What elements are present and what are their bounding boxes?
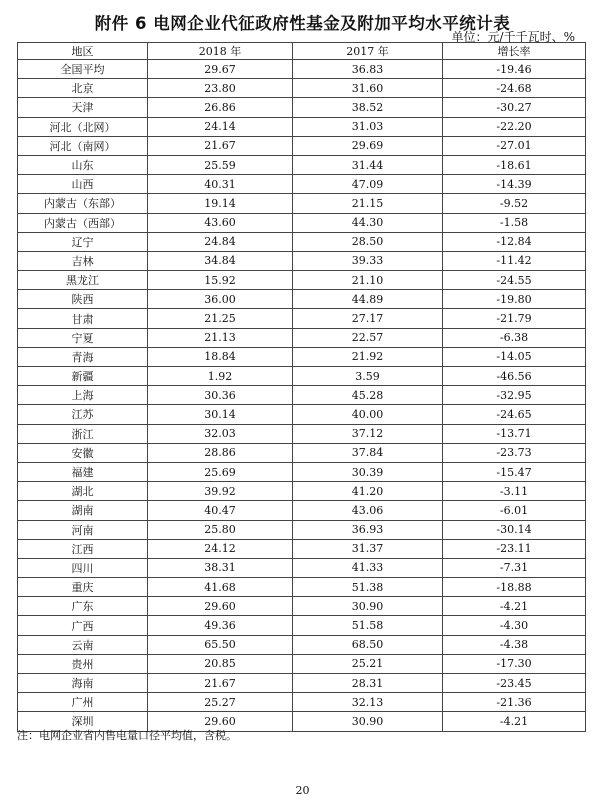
header-2017: 2017 年 <box>293 43 443 60</box>
table-row <box>18 79 586 98</box>
cell-2017: 3.59 <box>293 367 443 386</box>
cell-region: 海南 <box>18 674 148 693</box>
unit-label: 单位：元/千千瓦时、% <box>451 30 575 44</box>
cell-2018: 34.84 <box>148 251 293 270</box>
cell-growth-rate: -14.05 <box>443 347 586 366</box>
cell-2017: 21.10 <box>293 271 443 290</box>
cell-region: 河南 <box>18 520 148 539</box>
cell-2017: 47.09 <box>293 175 443 194</box>
cell-region: 江苏 <box>18 405 148 424</box>
cell-2018: 21.67 <box>148 674 293 693</box>
cell-growth-rate: -14.39 <box>443 175 586 194</box>
cell-2017: 41.20 <box>293 482 443 501</box>
cell-region: 全国平均 <box>18 60 148 79</box>
cell-growth-rate: -18.61 <box>443 155 586 174</box>
cell-region: 新疆 <box>18 367 148 386</box>
table-row <box>18 405 586 424</box>
cell-region: 广西 <box>18 616 148 635</box>
table-row <box>18 462 586 481</box>
cell-growth-rate: -23.45 <box>443 674 586 693</box>
cell-region: 河北（南网） <box>18 136 148 155</box>
cell-2017: 38.52 <box>293 98 443 117</box>
cell-2018: 32.03 <box>148 424 293 443</box>
cell-2018: 41.68 <box>148 578 293 597</box>
cell-region: 陕西 <box>18 290 148 309</box>
cell-2017: 21.15 <box>293 194 443 213</box>
cell-growth-rate: -19.80 <box>443 290 586 309</box>
cell-2017: 27.17 <box>293 309 443 328</box>
cell-2018: 25.27 <box>148 693 293 712</box>
cell-growth-rate: -24.68 <box>443 79 586 98</box>
cell-2017: 44.89 <box>293 290 443 309</box>
cell-2017: 32.13 <box>293 693 443 712</box>
cell-growth-rate: -27.01 <box>443 136 586 155</box>
cell-2018: 18.84 <box>148 347 293 366</box>
cell-2017: 40.00 <box>293 405 443 424</box>
header-growth-rate: 增长率 <box>443 43 586 60</box>
cell-2017: 29.69 <box>293 136 443 155</box>
cell-2017: 22.57 <box>293 328 443 347</box>
cell-2017: 51.38 <box>293 578 443 597</box>
table-row <box>18 290 586 309</box>
table-row <box>18 367 586 386</box>
cell-growth-rate: -21.79 <box>443 309 586 328</box>
cell-2018: 25.69 <box>148 462 293 481</box>
table-row <box>18 347 586 366</box>
table-row <box>18 309 586 328</box>
table-row <box>18 616 586 635</box>
cell-2018: 39.92 <box>148 482 293 501</box>
table-row <box>18 693 586 712</box>
cell-2018: 30.36 <box>148 386 293 405</box>
cell-2017: 36.93 <box>293 520 443 539</box>
table-row <box>18 558 586 577</box>
cell-growth-rate: -18.88 <box>443 578 586 597</box>
cell-growth-rate: -22.20 <box>443 117 586 136</box>
cell-region: 甘肃 <box>18 309 148 328</box>
cell-2017: 30.90 <box>293 597 443 616</box>
cell-region: 黑龙江 <box>18 271 148 290</box>
cell-growth-rate: -6.38 <box>443 328 586 347</box>
cell-growth-rate: -4.30 <box>443 616 586 635</box>
cell-2018: 40.47 <box>148 501 293 520</box>
cell-region: 福建 <box>18 462 148 481</box>
document-title: 附件 6 电网企业代征政府性基金及附加平均水平统计表 <box>94 14 511 33</box>
cell-2017: 44.30 <box>293 213 443 232</box>
header-2018: 2018 年 <box>148 43 293 60</box>
cell-growth-rate: -7.31 <box>443 558 586 577</box>
cell-2018: 49.36 <box>148 616 293 635</box>
cell-2018: 26.86 <box>148 98 293 117</box>
cell-2017: 51.58 <box>293 616 443 635</box>
cell-2018: 19.14 <box>148 194 293 213</box>
cell-growth-rate: -3.11 <box>443 482 586 501</box>
cell-2017: 68.50 <box>293 635 443 654</box>
table-row <box>18 520 586 539</box>
cell-2018: 43.60 <box>148 213 293 232</box>
cell-growth-rate: -15.47 <box>443 462 586 481</box>
cell-region: 江西 <box>18 539 148 558</box>
cell-growth-rate: -30.14 <box>443 520 586 539</box>
cell-growth-rate: -4.38 <box>443 635 586 654</box>
cell-region: 青海 <box>18 347 148 366</box>
cell-2017: 37.12 <box>293 424 443 443</box>
cell-2017: 28.31 <box>293 674 443 693</box>
table-row <box>18 539 586 558</box>
table-row <box>18 213 586 232</box>
cell-region: 上海 <box>18 386 148 405</box>
cell-2017: 43.06 <box>293 501 443 520</box>
cell-2018: 15.92 <box>148 271 293 290</box>
cell-growth-rate: -17.30 <box>443 654 586 673</box>
cell-2018: 65.50 <box>148 635 293 654</box>
header-row <box>18 43 586 60</box>
table-row <box>18 328 586 347</box>
cell-growth-rate: -1.58 <box>443 213 586 232</box>
cell-2017: 41.33 <box>293 558 443 577</box>
cell-2017: 31.44 <box>293 155 443 174</box>
table-row <box>18 251 586 270</box>
table-row <box>18 232 586 251</box>
header-region: 地区 <box>18 43 148 60</box>
cell-growth-rate: -13.71 <box>443 424 586 443</box>
cell-2017: 31.60 <box>293 79 443 98</box>
table-row <box>18 635 586 654</box>
cell-2018: 21.25 <box>148 309 293 328</box>
cell-region: 天津 <box>18 98 148 117</box>
table-row <box>18 155 586 174</box>
cell-region: 深圳 <box>18 712 148 731</box>
table-row <box>18 271 586 290</box>
cell-region: 山西 <box>18 175 148 194</box>
cell-2018: 29.60 <box>148 712 293 731</box>
cell-region: 辽宁 <box>18 232 148 251</box>
table-row <box>18 194 586 213</box>
cell-growth-rate: -24.55 <box>443 271 586 290</box>
cell-region: 内蒙古（西部） <box>18 213 148 232</box>
cell-2017: 30.90 <box>293 712 443 731</box>
cell-2018: 29.60 <box>148 597 293 616</box>
cell-region: 湖北 <box>18 482 148 501</box>
cell-2018: 1.92 <box>148 367 293 386</box>
table-header <box>18 43 586 60</box>
table-row <box>18 482 586 501</box>
cell-growth-rate: -23.11 <box>443 539 586 558</box>
cell-2018: 24.84 <box>148 232 293 251</box>
table-row <box>18 117 586 136</box>
cell-2017: 39.33 <box>293 251 443 270</box>
cell-2018: 20.85 <box>148 654 293 673</box>
table-row <box>18 597 586 616</box>
cell-2017: 36.83 <box>293 60 443 79</box>
table-row <box>18 674 586 693</box>
cell-2017: 31.37 <box>293 539 443 558</box>
cell-region: 重庆 <box>18 578 148 597</box>
cell-region: 广州 <box>18 693 148 712</box>
cell-region: 河北（北网） <box>18 117 148 136</box>
cell-region: 山东 <box>18 155 148 174</box>
cell-2018: 25.59 <box>148 155 293 174</box>
cell-growth-rate: -30.27 <box>443 98 586 117</box>
cell-growth-rate: -32.95 <box>443 386 586 405</box>
table-row <box>18 578 586 597</box>
cell-region: 内蒙古（东部） <box>18 194 148 213</box>
cell-region: 广东 <box>18 597 148 616</box>
cell-growth-rate: -46.56 <box>443 367 586 386</box>
cell-2017: 21.92 <box>293 347 443 366</box>
cell-2018: 30.14 <box>148 405 293 424</box>
cell-growth-rate: -6.01 <box>443 501 586 520</box>
cell-2017: 45.28 <box>293 386 443 405</box>
cell-region: 浙江 <box>18 424 148 443</box>
table-row <box>18 60 586 79</box>
cell-2018: 24.12 <box>148 539 293 558</box>
cell-growth-rate: -12.84 <box>443 232 586 251</box>
cell-growth-rate: -23.73 <box>443 443 586 462</box>
cell-growth-rate: -21.36 <box>443 693 586 712</box>
table-row <box>18 386 586 405</box>
cell-region: 宁夏 <box>18 328 148 347</box>
table-row <box>18 501 586 520</box>
cell-region: 四川 <box>18 558 148 577</box>
cell-growth-rate: -4.21 <box>443 597 586 616</box>
cell-2017: 37.84 <box>293 443 443 462</box>
cell-2018: 21.13 <box>148 328 293 347</box>
cell-2018: 38.31 <box>148 558 293 577</box>
cell-2018: 40.31 <box>148 175 293 194</box>
cell-2018: 29.67 <box>148 60 293 79</box>
cell-growth-rate: -9.52 <box>443 194 586 213</box>
cell-2017: 25.21 <box>293 654 443 673</box>
cell-growth-rate: -11.42 <box>443 251 586 270</box>
table-body <box>18 60 586 732</box>
cell-region: 吉林 <box>18 251 148 270</box>
cell-2018: 36.00 <box>148 290 293 309</box>
cell-region: 云南 <box>18 635 148 654</box>
cell-2017: 31.03 <box>293 117 443 136</box>
cell-region: 北京 <box>18 79 148 98</box>
cell-2017: 28.50 <box>293 232 443 251</box>
cell-region: 湖南 <box>18 501 148 520</box>
table-row <box>18 654 586 673</box>
table-row <box>18 98 586 117</box>
cell-2018: 23.80 <box>148 79 293 98</box>
cell-2017: 30.39 <box>293 462 443 481</box>
table-row <box>18 443 586 462</box>
table-row <box>18 424 586 443</box>
statistics-table <box>17 42 586 732</box>
cell-growth-rate: -24.65 <box>443 405 586 424</box>
table-row <box>18 175 586 194</box>
cell-growth-rate: -4.21 <box>443 712 586 731</box>
cell-2018: 24.14 <box>148 117 293 136</box>
table-row <box>18 136 586 155</box>
footnote: 注：电网企业省内售电量口径平均值，含税。 <box>17 729 237 742</box>
cell-region: 贵州 <box>18 654 148 673</box>
cell-growth-rate: -19.46 <box>443 60 586 79</box>
page-number: 20 <box>295 784 310 797</box>
cell-2018: 28.86 <box>148 443 293 462</box>
cell-region: 安徽 <box>18 443 148 462</box>
cell-2018: 25.80 <box>148 520 293 539</box>
cell-2018: 21.67 <box>148 136 293 155</box>
